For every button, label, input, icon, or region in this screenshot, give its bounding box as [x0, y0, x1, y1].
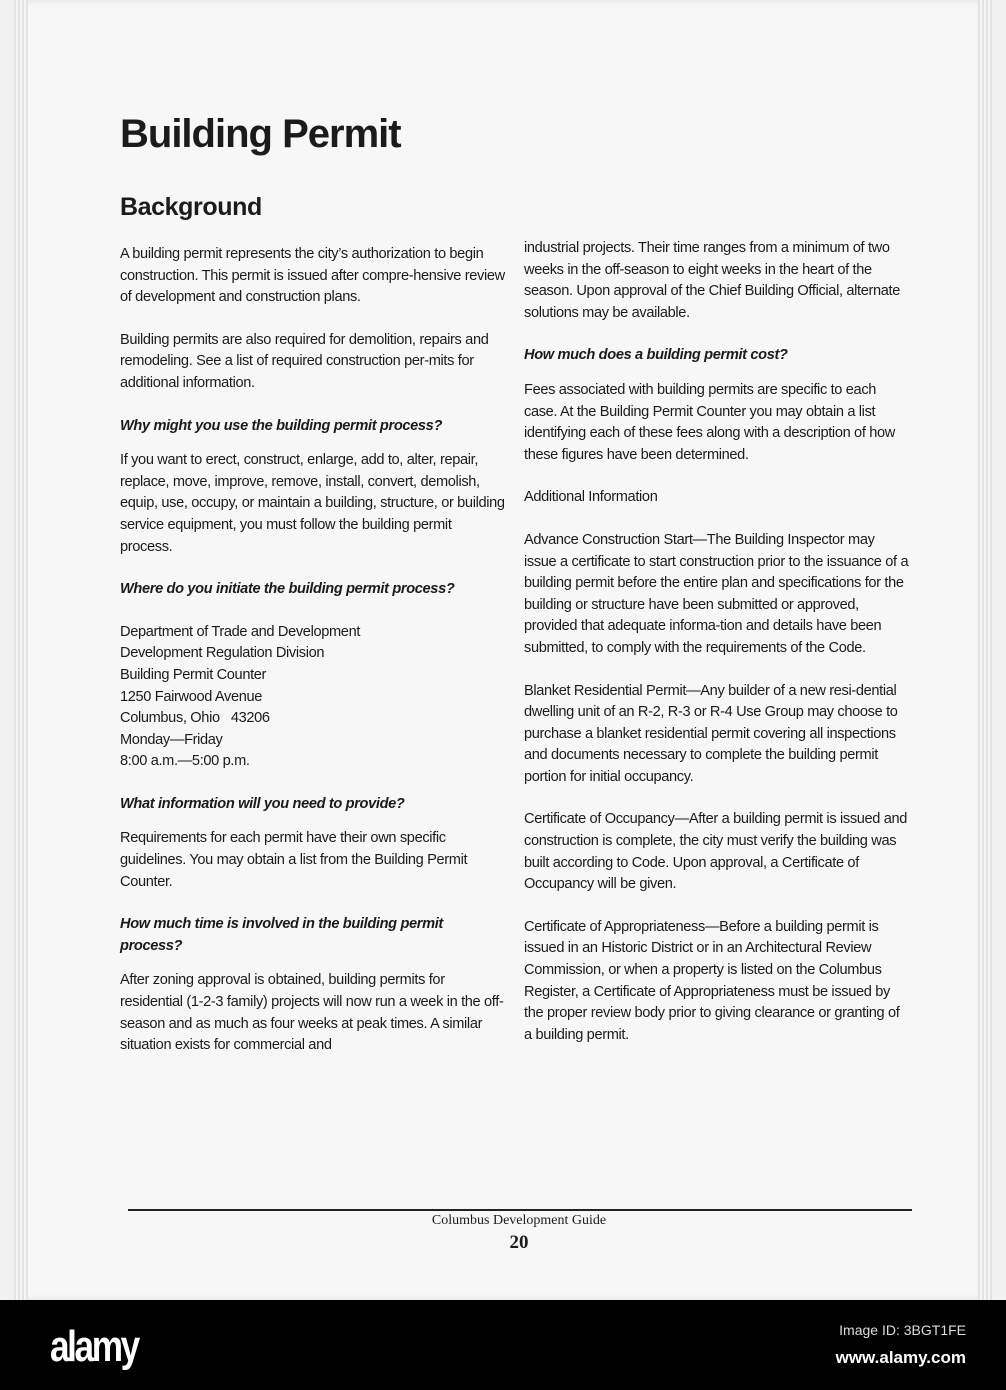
paragraph: industrial projects. Their time ranges from a minimum of two weeks in the off-season to eight weeks in the heart of the season. Upon approval of the Chief Building Official, alternate solutions may be available. [524, 240, 901, 321]
paragraph: If you want to erect, construct, enlarge, add to, alter, repair, replace, move, improve, remove, install, convert, demolish, equip, use, occupy, or maintain a building, structure, or building service equipment, you must follow the building permit process. [120, 452, 505, 555]
left-column [120, 244, 505, 1078]
page-edge [978, 0, 992, 1300]
address-line: 1250 Fairwood Avenue [120, 688, 263, 705]
page-number: 20 [509, 1232, 529, 1253]
watermark-site: www.alamy.com [835, 1348, 966, 1367]
question-heading: Why might you use the building permit process? [120, 417, 443, 434]
question-heading: Where do you initiate the building permit process? [120, 581, 455, 598]
alamy-logo: alamy [50, 1322, 138, 1371]
page-title: Building Permit [120, 112, 401, 156]
footer-guide-title: Columbus Development Guide [431, 1213, 607, 1228]
paragraph: Certificate of Occupancy—After a building permit is issued and construction is complete, the city must verify the building was built according to Code. Upon approval, a Certificate of Occupancy will be given. [524, 811, 908, 893]
address-line: 8:00 a.m.—5:00 p.m. [120, 753, 250, 770]
paragraph: A building permit represents the city’s authorization to begin construction. This permit is issued after compre-hensive review of development and construction plans. [120, 246, 505, 306]
question-heading: What information will you need to provide? [120, 795, 405, 812]
question-heading: How much time is involved in the building permit process? [120, 916, 443, 954]
paragraph: After zoning approval is obtained, building permits for residential (1-2-3 family) projects will now run a week in the off-season and as much as four weeks at peak times. A similar situation exists for commercial and [120, 972, 504, 1054]
paragraph: Certificate of Appropriateness—Before a building permit is issued in an Historic District or in an Architectural Review Commission, or when a property is listed on the Columbus Register, a Certificate of Appropriateness must be issued by the proper review body prior to giving clearance or granting of a building permit. [524, 918, 900, 1043]
watermark-bar [0, 1300, 1006, 1390]
paragraph: Requirements for each permit have their own specific guidelines. You may obtain a list from the Building Permit Counter. [120, 830, 468, 890]
address-line: Department of Trade and Development [120, 623, 361, 640]
address-line: Monday—Friday [120, 731, 223, 748]
paragraph: Fees associated with building permits are specific to each case. At the Building Permit Counter you may obtain a list identifying each of these fees along with a description of how these figures have been determined. [524, 381, 895, 463]
section-heading: Background [120, 193, 262, 221]
paragraph: Advance Construction Start—The Building Inspector may issue a certificate to start construction prior to the issuance of a building permit before the entire plan and specifications for the building or structure have been submitted or approved, provided that adequate informa-tion and details have been submitted, to comply with the requirements of the Code. [524, 531, 909, 656]
address-line: Columbus, Ohio 43206 [120, 710, 270, 727]
question-heading: How much does a building permit cost? [524, 347, 788, 364]
right-column [524, 238, 909, 1067]
paragraph: Additional Information [524, 489, 658, 506]
address-line: Building Permit Counter [120, 666, 267, 683]
image-id: Image ID: 3BGT1FE [839, 1322, 966, 1338]
address-line: Development Regulation Division [120, 645, 325, 662]
page-edge [14, 0, 28, 1300]
footer-rule [128, 1209, 912, 1211]
paragraph: Building permits are also required for demolition, repairs and remodeling. See a list of required construction per-mits for additional information. [120, 331, 489, 391]
paragraph: Blanket Residential Permit—Any builder of a new resi-dential dwelling unit of an R-2, R-3 or R-4 Use Group may choose to purchase a blanket residential permit covering all inspections and documents necessary to complete the building permit portion for initial occupancy. [524, 682, 898, 785]
